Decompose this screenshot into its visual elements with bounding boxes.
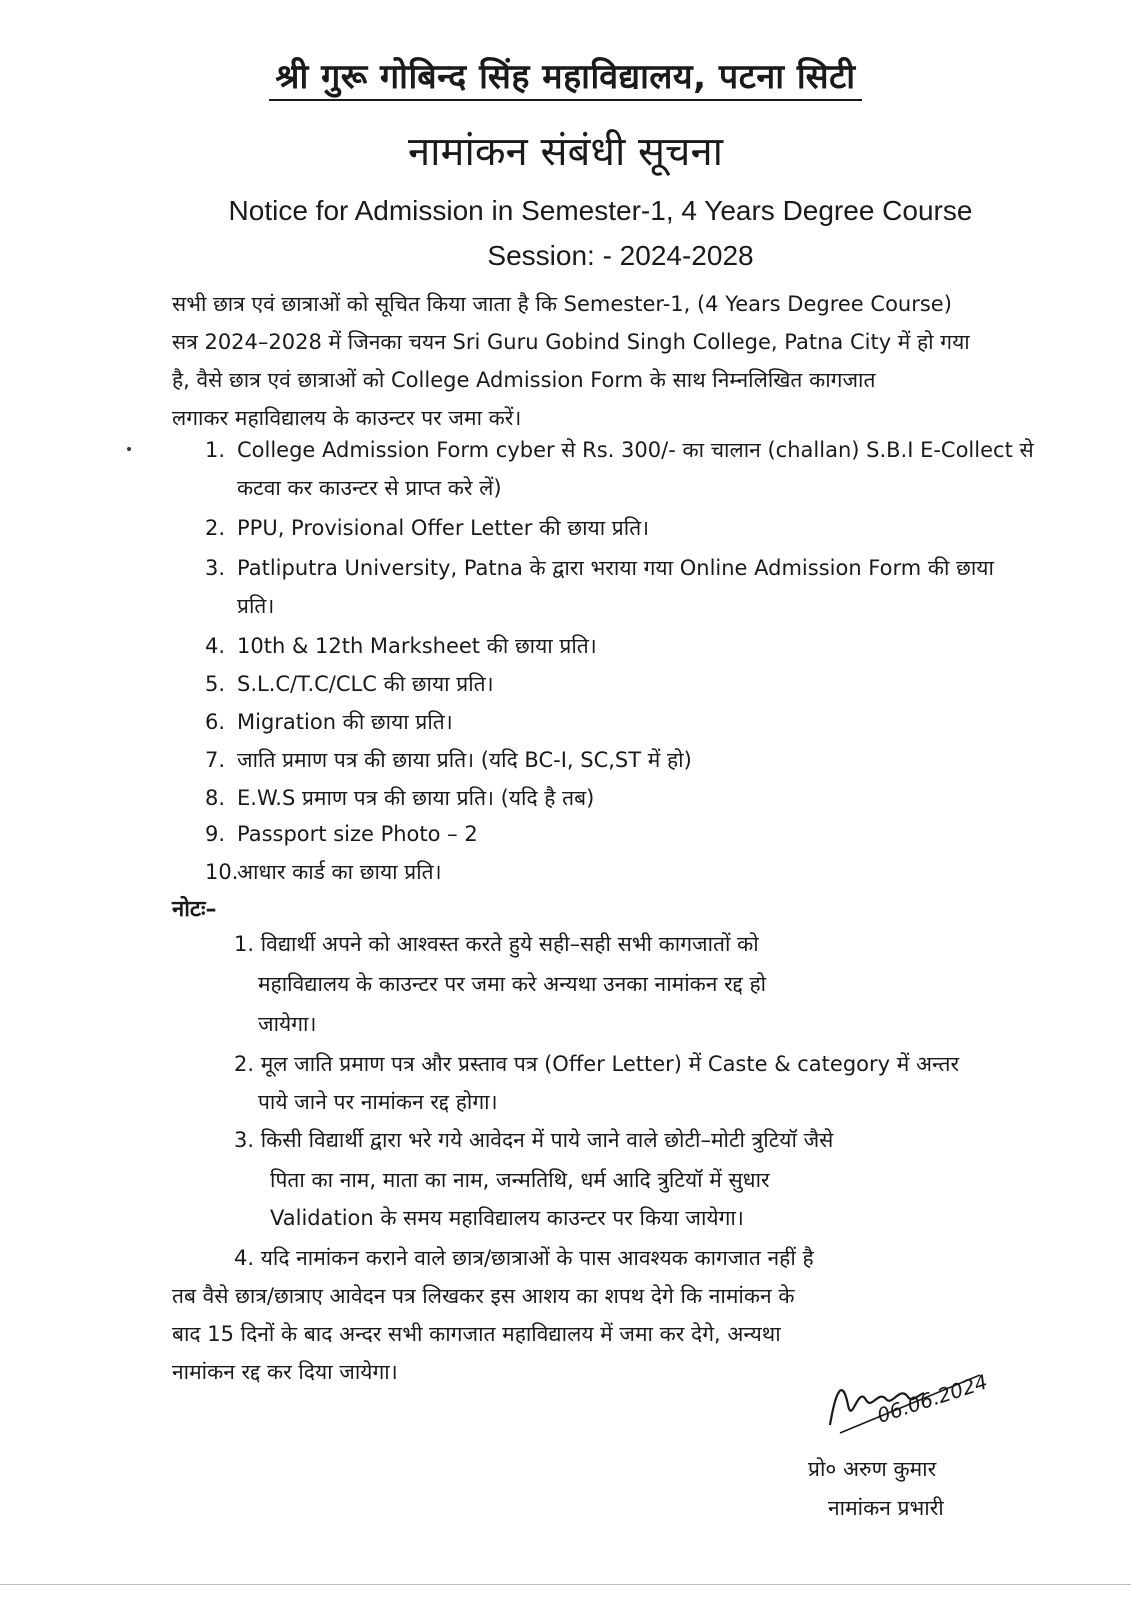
- page-bottom-edge: [0, 1584, 1131, 1585]
- list-item: 4. 10th & 12th Marksheet की छाया प्रति।: [205, 634, 597, 658]
- intro-paragraph: [172, 285, 1082, 437]
- note-line: 1. विद्यार्थी अपने को आश्वस्त करते हुये सही–सही सभी कागजातों को: [234, 932, 759, 956]
- list-item: 7. जाति प्रमाण पत्र की छाया प्रति। (यदि BC-I, SC,ST में हो): [205, 748, 692, 772]
- note-line: Validation के समय महाविद्यालय काउन्टर पर किया जायेगा।: [270, 1206, 744, 1230]
- signatory-name: प्रो० अरुण कुमार: [808, 1457, 937, 1481]
- note-line: बाद 15 दिनों के बाद अन्दर सभी कागजात महाविद्यालय में जमा कर देगे, अन्यथा: [172, 1322, 781, 1346]
- note-line: महाविद्यालय के काउन्टर पर जमा करे अन्यथा उनका नामांकन रद्द हो: [258, 972, 767, 996]
- list-item: 5. S.L.C/T.C/CLC की छाया प्रति।: [205, 672, 494, 696]
- scan-speck: [127, 447, 131, 451]
- intro-line: सत्र 2024–2028 में जिनका चयन Sri Guru Gobind Singh College, Patna City में हो गया: [172, 330, 970, 354]
- intro-line: है, वैसे छात्र एवं छात्राओं को College Admission Form के साथ निम्नलिखित कागजात: [172, 368, 876, 392]
- note-line: पाये जाने पर नामांकन रद्द होगा।: [258, 1090, 498, 1114]
- english-heading: Notice for Admission in Semester-1, 4 Years Degree Course: [228, 195, 973, 226]
- note-line: जायेगा।: [258, 1012, 317, 1036]
- intro-line: लगाकर महाविद्यालय के काउन्टर पर जमा करें।: [172, 406, 522, 430]
- session-line: Session: - 2024-2028: [487, 240, 754, 271]
- list-item: 10.आधार कार्ड का छाया प्रति।: [205, 860, 442, 884]
- list-item: 9. Passport size Photo – 2: [205, 822, 478, 846]
- list-item: 8. E.W.S प्रमाण पत्र की छाया प्रति। (यदि है तब): [205, 786, 595, 810]
- list-item: 6. Migration की छाया प्रति।: [205, 710, 453, 734]
- list-item: 1. College Admission Form cyber से Rs. 300/- का चालान (challan) S.B.I E-Collect से: [205, 438, 1034, 462]
- note-line: 4. यदि नामांकन कराने वाले छात्र/छात्राओं के पास आवश्यक कागजात नहीं है: [234, 1246, 814, 1270]
- notice-title: नामांकन संबंधी सूचना: [407, 129, 724, 175]
- note-line: 3. किसी विद्यार्थी द्वारा भरे गये आवेदन में पाये जाने वाले छोटी–मोटी त्रुटियॉ जैसे: [234, 1128, 834, 1152]
- note-line: 2. मूल जाति प्रमाण पत्र और प्रस्ताव पत्र (Offer Letter) में Caste & category में अन्तर: [234, 1052, 960, 1076]
- signatory-designation: नामांकन प्रभारी: [828, 1496, 944, 1520]
- signature-date: 06.06.2024: [874, 1369, 991, 1428]
- note-heading: नोटः–: [172, 897, 217, 922]
- list-item-continued: कटवा कर काउन्टर से प्राप्त करे लें): [237, 476, 502, 500]
- note-line: नामांकन रद्द कर दिया जायेगा।: [172, 1360, 398, 1384]
- handwritten-signature: [820, 1355, 1010, 1445]
- college-name: श्री गुरू गोबिन्द सिंह महाविद्यालय, पटना सिटी: [0, 52, 1131, 98]
- note-line: पिता का नाम, माता का नाम, जन्मतिथि, धर्म आदि त्रुटियॉ में सुधार: [270, 1168, 770, 1192]
- list-item: 3. Patliputra University, Patna के द्वारा भराया गया Online Admission Form की छाया: [205, 556, 994, 580]
- list-item-continued: प्रति।: [237, 594, 275, 618]
- list-item: 2. PPU, Provisional Offer Letter की छाया प्रति।: [205, 516, 650, 540]
- note-line: तब वैसे छात्र/छात्राए आवेदन पत्र लिखकर इस आशय का शपथ देगे कि नामांकन के: [172, 1284, 795, 1308]
- intro-line: सभी छात्र एवं छात्राओं को सूचित किया जाता है कि Semester-1, (4 Years Degree Course): [172, 292, 952, 316]
